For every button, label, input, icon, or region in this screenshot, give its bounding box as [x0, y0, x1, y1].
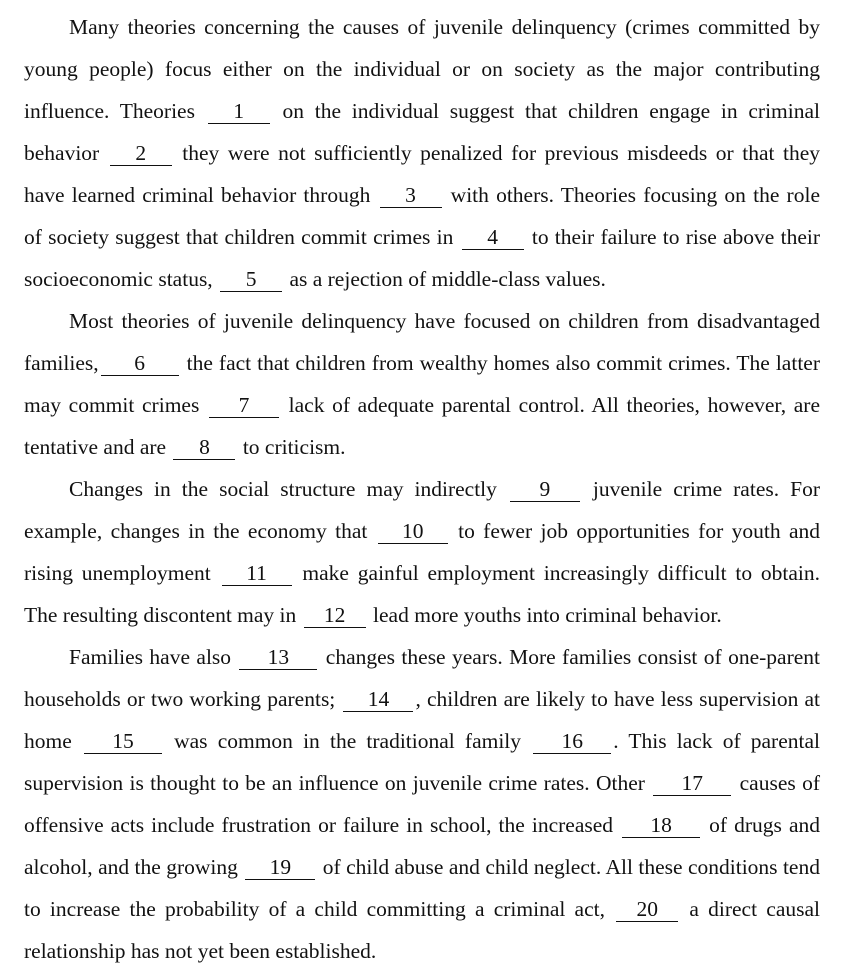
answer-blank-3[interactable]: 3 [380, 184, 442, 208]
passage-text: they were not sufficiently penalized for previous misdeeds or that they have learned criminal behavior through [24, 141, 820, 207]
answer-blank-10[interactable]: 10 [378, 520, 448, 544]
cloze-passage [24, 6, 820, 972]
paragraph-4 [24, 636, 820, 972]
passage-text: causes of offensive acts include frustration or failure in school, the increased [24, 771, 821, 837]
passage-text: was common in the traditional family [163, 729, 532, 753]
passage-text: make gainful employment increasingly difficult to obtain. The resulting discontent may in [24, 561, 821, 627]
answer-blank-17[interactable]: 17 [653, 772, 731, 796]
answer-blank-4[interactable]: 4 [462, 226, 524, 250]
passage-text: , children are likely to have less supervision at home [24, 687, 820, 753]
passage-text: lead more youths into criminal behavior. [367, 603, 722, 627]
passage-text: to their failure to rise above their socioeconomic status, [24, 225, 820, 291]
paragraph-3 [24, 468, 820, 636]
passage-text: Changes in the social structure may indirectly [69, 477, 508, 501]
answer-blank-16[interactable]: 16 [533, 730, 611, 754]
passage-text: changes these years. More families consist of one-parent households or two working parents; [24, 645, 820, 711]
answer-blank-8[interactable]: 8 [173, 436, 235, 460]
answer-blank-2[interactable]: 2 [110, 142, 172, 166]
answer-blank-20[interactable]: 20 [616, 898, 678, 922]
passage-text: Families have also [69, 645, 238, 669]
passage-text: juvenile crime rates. For example, changes in the economy that [24, 477, 820, 543]
passage-text: a direct causal relationship has not yet been established. [24, 897, 820, 963]
answer-blank-11[interactable]: 11 [222, 562, 292, 586]
passage-text: Many theories concerning the causes of juvenile delinquency (crimes committed by young people) focus either on the individual or on society as the major contributing influence. Theories [24, 15, 820, 123]
answer-blank-13[interactable]: 13 [239, 646, 317, 670]
answer-blank-19[interactable]: 19 [245, 856, 315, 880]
passage-text: on the individual suggest that children engage in criminal behavior [24, 99, 820, 165]
passage-text: of drugs and alcohol, and the growing [24, 813, 821, 879]
answer-blank-15[interactable]: 15 [84, 730, 162, 754]
answer-blank-12[interactable]: 12 [304, 604, 366, 628]
passage-text: with others. Theories focusing on the role of society suggest that children commit crimes in [24, 183, 820, 249]
answer-blank-9[interactable]: 9 [510, 478, 580, 502]
passage-text: lack of adequate parental control. All theories, however, are tentative and are [24, 393, 821, 459]
answer-blank-1[interactable]: 1 [208, 100, 270, 124]
passage-text: the fact that children from wealthy homes also commit crimes. The latter may commit crimes [24, 351, 820, 417]
answer-blank-7[interactable]: 7 [209, 394, 279, 418]
paragraph-1 [24, 6, 820, 300]
passage-text: of child abuse and child neglect. All these conditions tend to increase the probability of a child committing a criminal act, [24, 855, 820, 921]
passage-text: to fewer job opportunities for youth and rising unemployment [24, 519, 820, 585]
passage-text: as a rejection of middle-class values. [284, 267, 606, 291]
passage-text: . This lack of parental supervision is thought to be an influence on juvenile crime rates. Other [24, 729, 820, 795]
passage-text: to criticism. [237, 435, 346, 459]
answer-blank-14[interactable]: 14 [343, 688, 413, 712]
paragraph-2 [24, 300, 820, 468]
passage-text: Most theories of juvenile delinquency have focused on children from disadvantaged families, [24, 309, 820, 375]
answer-blank-18[interactable]: 18 [622, 814, 700, 838]
answer-blank-5[interactable]: 5 [220, 268, 282, 292]
answer-blank-6[interactable]: 6 [101, 352, 179, 376]
